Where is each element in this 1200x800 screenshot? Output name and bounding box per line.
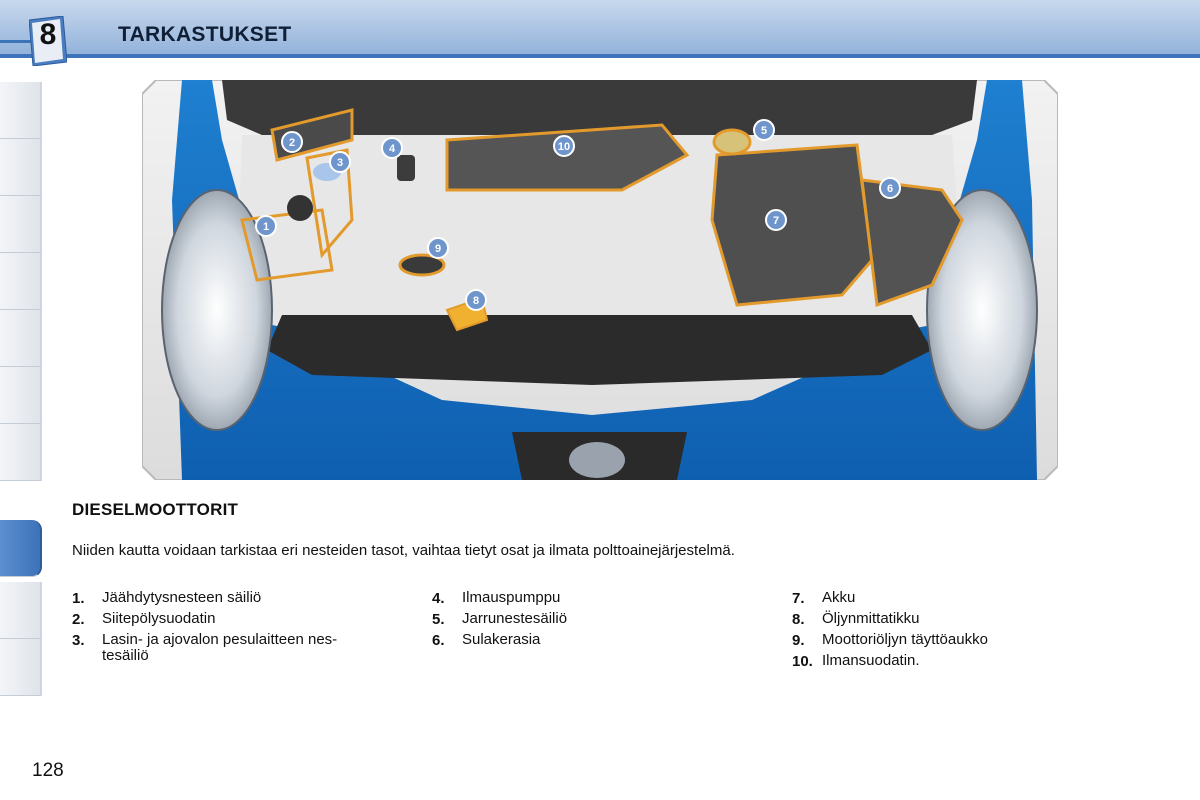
callout-4: 4 [388,143,396,155]
side-tab[interactable] [0,582,42,639]
callout-2: 2 [288,137,296,149]
legend-text: Jarrunestesäiliö [462,610,568,627]
side-chapter-tabs [0,82,42,722]
legend-text: Ilmauspumppu [462,589,561,606]
callout-1: 1 [262,221,270,233]
legend-number: 10. [792,653,813,670]
legend-number: 1. [72,590,85,607]
callout-7: 7 [772,215,780,227]
side-tab[interactable] [0,139,42,196]
engine-bay-illustration [142,80,1058,480]
side-tab[interactable] [0,196,42,253]
legend-text: Jäähdytysnesteen säiliö [102,589,262,606]
legend-text: Siitepölysuodatin [102,610,216,627]
side-tab[interactable] [0,310,42,367]
subtitle: DIESELMOOTTORIT [72,500,239,519]
side-tab[interactable] [0,253,42,310]
chapter-number: 8 [39,18,57,51]
legend-item [72,630,417,667]
legend-text: Akku [822,589,856,606]
intro-paragraph: Niiden kautta voidaan tarkistaa eri nesteiden tasot, vaihtaa tietyt osat ja ilmata polttoainejärjestelmä. [72,542,735,559]
side-tab[interactable] [0,639,42,696]
legend-text: Ilmansuodatin. [822,652,920,669]
callout-3: 3 [336,157,344,169]
legend-item [72,609,417,630]
legend-column-1 [72,588,417,667]
legend-text: Lasin- ja ajovalon pesulaitteen nes- tesäiliö [102,631,338,664]
legend-text: Moottoriöljyn täyttöaukko [822,631,988,648]
legend-column-3 [792,588,1152,672]
legend-item [432,609,772,630]
legend-item [792,630,1152,651]
legend-item [432,630,772,651]
legend-item [792,609,1152,630]
page-number: 128 [32,760,64,781]
legend-item [792,588,1152,609]
side-tab-active[interactable] [0,520,42,577]
callout-5: 5 [760,125,768,137]
legend-text: Sulakerasia [462,631,541,648]
legend-number: 7. [792,590,805,607]
legend-column-2 [432,588,772,651]
side-tab[interactable] [0,367,42,424]
legend-number: 2. [72,611,85,628]
legend-number: 5. [432,611,445,628]
side-tab[interactable] [0,424,42,481]
callout-8: 8 [472,295,480,307]
legend-number: 4. [432,590,445,607]
legend-item [792,651,1152,672]
legend-item [72,588,417,609]
callout-10: 10 [557,141,571,153]
legend-number: 6. [432,632,445,649]
legend-number: 3. [72,632,85,649]
legend-number: 8. [792,611,805,628]
section-title: TARKASTUKSET [118,23,292,46]
legend-number: 9. [792,632,805,649]
side-tab[interactable] [0,82,42,139]
callout-9: 9 [434,243,442,255]
legend-text: Öljynmittatikku [822,610,920,627]
callout-6: 6 [886,183,894,195]
legend-item [432,588,772,609]
header-stripe [0,54,1200,58]
